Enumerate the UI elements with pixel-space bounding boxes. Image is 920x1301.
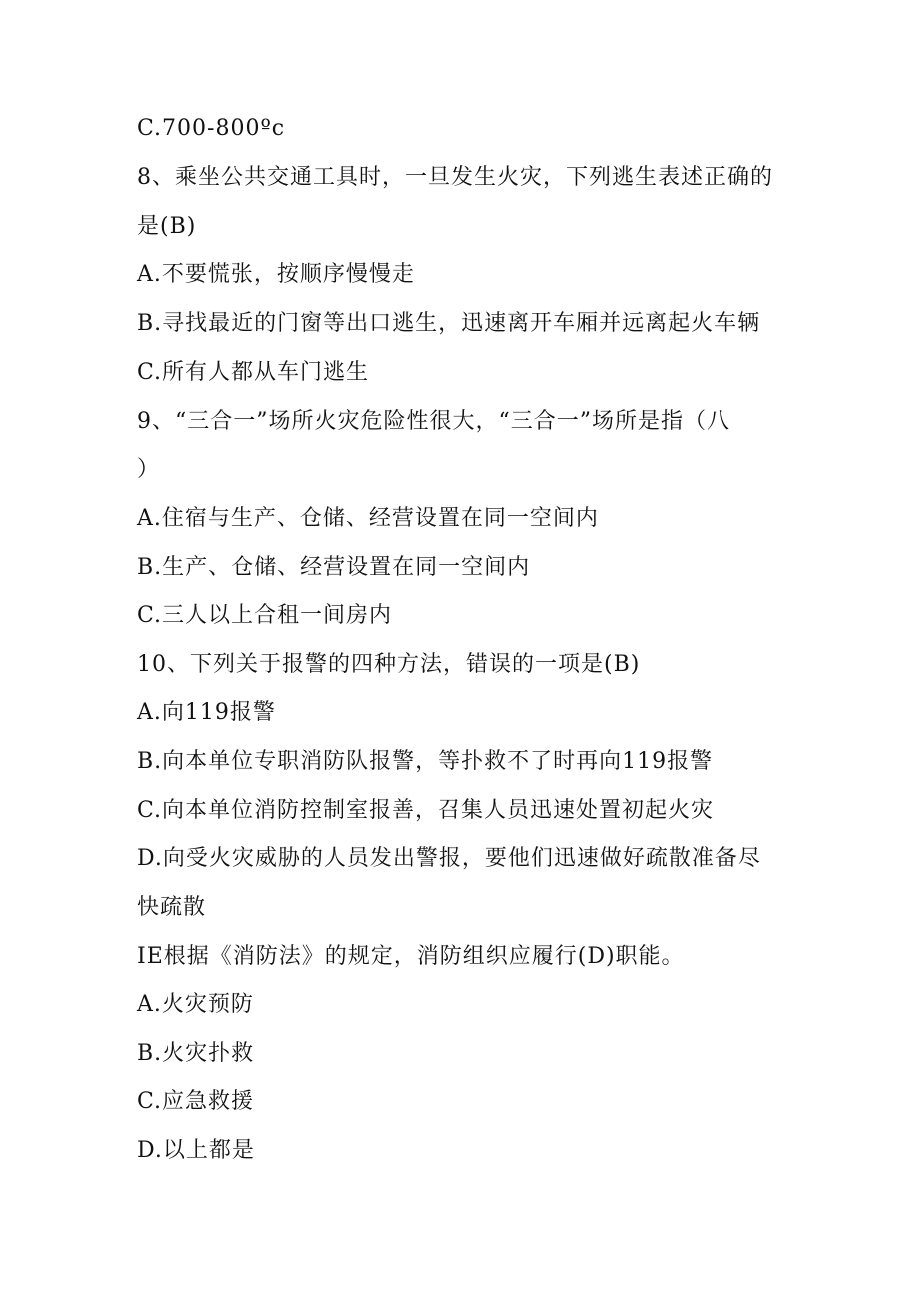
question-11-text: IE根据《消防法》的规定，消防组织应履行(D)职能。	[137, 944, 685, 969]
answer-option-line: B.火灾扑救	[137, 1041, 255, 1066]
answer-option-line: A.向119报警	[137, 700, 276, 725]
answer-option-line: D.向受火灾威胁的人员发出警报，要他们迅速做好疏散准备尽	[137, 846, 761, 871]
question-8-text: 8、乘坐公共交通工具时，一旦发生火灾，下列逃生表述正确的	[137, 165, 773, 190]
answer-option-line: C.三人以上合租一间房内	[137, 603, 393, 628]
question-10-text: 10、下列关于报警的四种方法，错误的一项是(B)	[137, 652, 641, 677]
answer-option-line-continued: 快疏散	[137, 895, 207, 920]
answer-option-line: D.以上都是	[137, 1138, 255, 1163]
question-9-text-continued: ）	[137, 457, 161, 482]
question-8-text-continued: 是(B)	[137, 214, 197, 239]
answer-option-line: C.应急救援	[137, 1089, 255, 1114]
answer-option-line: C.700-800ºc	[137, 116, 286, 141]
answer-option-line: B.寻找最近的门窗等出口逃生，迅速离开车厢并远离起火车辆	[137, 311, 761, 336]
answer-option-line: A.火灾预防	[137, 992, 254, 1017]
answer-option-line: B.向本单位专职消防队报警，等扑救不了时再向119报警	[137, 749, 714, 774]
answer-option-line: C.向本单位消防控制室报善，召集人员迅速处置初起火灾	[137, 798, 715, 823]
answer-option-line: C.所有人都从车门逃生	[137, 360, 370, 385]
question-9-text: 9、“三合一”场所火灾危险性很大，“三合一”场所是指（八	[137, 409, 730, 434]
answer-option-line: B.生产、仓储、经营设置在同一空间内	[137, 555, 531, 580]
answer-option-line: A.住宿与生产、仓储、经营设置在同一空间内	[137, 506, 599, 531]
answer-option-line: A.不要慌张，按顺序慢慢走	[137, 262, 415, 287]
